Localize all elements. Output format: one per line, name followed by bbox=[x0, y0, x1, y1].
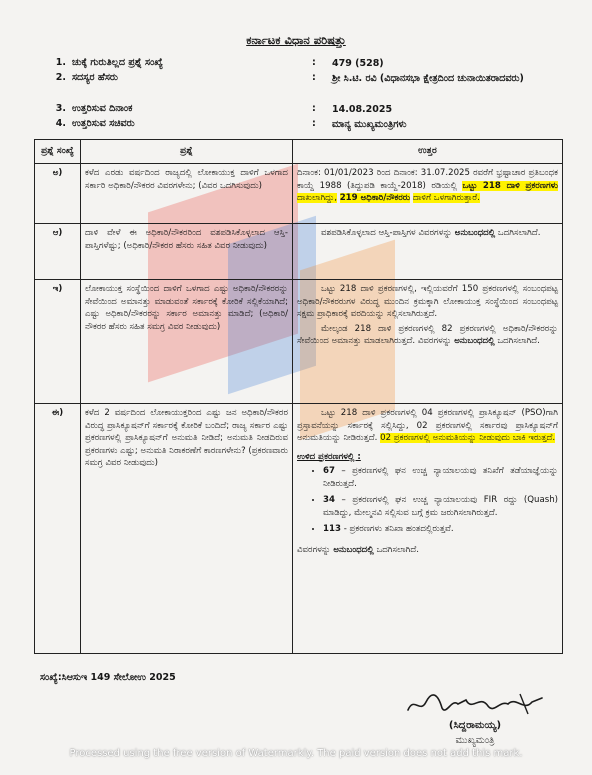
row-label: ಈ) bbox=[35, 404, 81, 654]
question-answer-table bbox=[34, 139, 563, 654]
pending-cases-list bbox=[297, 465, 558, 536]
row-label: ಇ) bbox=[35, 280, 81, 404]
question-cell: ಕಳೆದ ಎರಡು ವರ್ಷದಿಂದ ರಾಜ್ಯದಲ್ಲಿ ಲೋಕಾಯುಕ್ತ ದಾಳಿಗೆ ಒಳಗಾದ ಸರ್ಕಾರಿ ಅಧಿಕಾರಿ/ನೌಕರರ ವಿವರಗಳೇನು; (ವಿವರ ಒದಗಿಸುವುದು) bbox=[81, 164, 293, 224]
document-page: ಕರ್ನಾಟಕ ವಿಧಾನ ಪರಿಷತ್ತು 1. ಚುಕ್ಕೆ ಗುರುತಿಲ್ಲದ ಪ್ರಶ್ನೆ ಸಂಖ್ಯೆ : 479 (528) 2. ಸದಸ್ಯರ ಹೆಸರು : ಶ್ರೀ ಸಿ.ಟಿ. ರವಿ (ವಿಧಾನಸಭಾ ಕ್ಷೇತ್ರದಿಂದ ಚುನಾಯಿತರಾದವರು) 3. ಉತ್ತರಿಸುವ ದಿನಾಂಕ : 14.08.2025 4. ಉತ್ತರಿಸುವ ಸಚಿವರು : ಮಾನ್ಯ ಮುಖ್ಯಮಂತ್ರಿಗಳು ಪ್ರಶ್ನೆ ಸಂಖ್ಯೆ ಪ್ರಶ್ನೆ ಉತ್ತರ ಅ) ಕಳೆದ ಎರಡು ವರ್ಷದಿಂದ ರಾಜ್ಯದಲ್ಲಿ ಲೋಕಾಯುಕ್ತ ದಾಳಿಗೆ ಒಳಗಾದ ಸರ್ಕಾರಿ ಅಧಿಕಾರಿ/ನೌಕರರ ವಿವರಗಳೇನು; (ವಿವರ ಒದಗಿಸುವುದು) ದಿನಾಂಕ: 01/01/2023 ರಿಂದ ದಿನಾಂಕ: 31.07.2025 ರವರೆಗೆ ಭ್ರಷ್ಟಾಚಾರ ಪ್ರತಿಬಂಧಕ ಕಾಯ್ದೆ 1988 (ತಿದ್ದುಪಡಿ ಕಾಯ್ದೆ-2018) ರಡಿಯಲ್ಲಿ ಒಟ್ಟು 218 ದಾಳಿ ಪ್ರಕರಣಗಳು ದಾಖಲಾಗಿದ್ದು, 219 ಅಧಿಕಾರಿ/ನೌಕರರು ದಾಳಿಗೆ ಒಳಗಾಗಿರುತ್ತಾರೆ. ಆ) ದಾಳಿ ವೇಳೆ ಈ ಅಧಿಕಾರಿ/ನೌಕರರಿಂದ ವಶಪಡಿಸಿಕೊಳ್ಳಲಾದ ಆಸ್ತಿ-ಪಾಸ್ತಿಗಳೆಷ್ಟು; (ಅಧಿಕಾರಿ/ನೌಕರರ ಹೆಸರು ಸಹಿತ ವಿವರ ನೀಡುವುದು) ವಶಪಡಿಸಿಕೊಳ್ಳಲಾದ ಆಸ್ತಿ-ಪಾಸ್ತಿಗಳ ವಿವರಗಳನ್ನು ಅನುಬಂಧದಲ್ಲಿ ಒದಗಿಸಲಾಗಿದೆ. ಇ) ಲೋಕಾಯುಕ್ತ ಸಂಸ್ಥೆಯಿಂದ ದಾಳಿಗೆ ಒಳಗಾದ ಎಷ್ಟು ಅಧಿಕಾರಿ/ನೌಕರರನ್ನು ಸೇವೆಯಿಂದ ಅಮಾನತ್ತು ಮಾಡುವಂತೆ ಸರ್ಕಾರಕ್ಕೆ ಕೋರಿಕೆ ಸಲ್ಲಿಕೆಯಾಗಿದೆ; ಎಷ್ಟು ಅಧಿಕಾರಿ/ನೌಕರರನ್ನು ಸರ್ಕಾರ ಅಮಾನತ್ತು ಮಾಡಿದೆ; (ಅಧಿಕಾರಿ/ನೌಕರರ ಹೆಸರು ಸಹಿತ ಸಮಗ್ರ ವಿವರ ನೀಡುವುದು) ಒಟ್ಟು 218 ದಾಳಿ ಪ್ರಕರಣಗಳಲ್ಲಿ, ಇಲ್ಲಿಯವರೆಗೆ 150 ಪ್ರಕರಣಗಳಲ್ಲಿ ಸಂಬಂಧಪಟ್ಟ ಅಧಿಕಾರಿ/ನೌಕರರುಗಳ ವಿರುದ್ಧ ಮುಂದಿನ ಕ್ರಮಕ್ಕಾಗಿ ಲೋಕಾಯುಕ್ತ ಸಂಸ್ಥೆಯಿಂದ ಸಂಬಂಧಪಟ್ಟ ಸಕ್ಷಮ ಪ್ರಾಧಿಕಾರಕ್ಕೆ ವರದಿಯನ್ನು ಸಲ್ಲಿಸಲಾಗಿರುತ್ತದೆ. ಮೇಲ್ಕಂಡ 218 ದಾಳಿ ಪ್ರಕರಣಗಳಲ್ಲಿ 82 ಪ್ರಕರಣಗಳಲ್ಲಿ ಅಧಿಕಾರಿ/ನೌಕರರನ್ನು ಸೇವೆಯಿಂದ ಅಮಾನತ್ತು ಮಾಡಲಾಗಿರುತ್ತದೆ. ವಿವರಗಳನ್ನು ಅನುಬಂಧದಲ್ಲಿ ಒದಗಿಸಲಾಗಿದೆ. ಈ) ಕಳೆದ 2 ವರ್ಷದಿಂದ ಲೋಕಾಯುಕ್ತರಿಂದ ಎಷ್ಟು ಜನ ಅಧಿಕಾರಿ/ನೌಕರರ ವಿರುದ್ಧ ಪ್ರಾಸಿಕ್ಯೂಷನ್‌ಗೆ ಸರ್ಕಾರಕ್ಕೆ ಕೋರಿಕೆ ಬಂದಿದೆ; ರಾಜ್ಯ ಸರ್ಕಾರ ಎಷ್ಟು ಪ್ರಕರಣಗಳಲ್ಲಿ ಪ್ರಾಸಿಕ್ಯೂಷನ್‌ಗೆ ಅನುಮತಿ ನೀಡಿದೆ; ಅನುಮತಿ ನೀಡದಿರುವ ಪ್ರಕರಣಗಳು ಎಷ್ಟು; ಅನುಮತಿ ನಿರಾಕರಣೆಗೆ ಕಾರಣಗಳೇನು? (ಪ್ರಕರಣವಾರು ಸಮಗ್ರ ವಿವರ ನೀಡುವುದು) ಒಟ್ಟು 218 ದಾಳಿ ಪ್ರಕರಣಗಳಲ್ಲಿ 04 ಪ್ರಕರಣಗಳಲ್ಲಿ ಪ್ರಾಸಿಕ್ಯೂಷನ್ (PSO)ಗಾಗಿ ಪ್ರಸ್ತಾವನೆಯನ್ನು ಸರ್ಕಾರಕ್ಕೆ ಸಲ್ಲಿಸಿದ್ದು, 02 ಪ್ರಕರಣಗಳಲ್ಲಿ ಸರ್ಕಾರವು ಪ್ರಾಸಿಕ್ಯೂಷನ್‌ಗೆ ಅನುಮತಿಯನ್ನು ನೀಡಿರುತ್ತದೆ. 02 ಪ್ರಕರಣಗಳಲ್ಲಿ ಅನುಮತಿಯನ್ನು ನೀಡುವುದು ಬಾಕಿ ಇರುತ್ತದೆ. ಉಳಿದ ಪ್ರಕರಣಗಳಲ್ಲಿ : • 67 – ಪ್ರಕರಣಗಳಲ್ಲಿ ಘನ ಉಚ್ಚ ನ್ಯಾಯಾಲಯವು ತನಿಖೆಗೆ ತಡೆಯಾಜ್ಞೆಯನ್ನು ನೀಡಿರುತ್ತದೆ. • 34 – ಪ್ರಕರಣಗಳಲ್ಲಿ ಘನ ಉಚ್ಚ ನ್ಯಾಯಾಲಯವು FIR ರದ್ದು (Quash) ಮಾಡಿದ್ದು, ಮೇಲ್ಮನವಿ ಸಲ್ಲಿಸುವ ಬಗ್ಗೆ ಕ್ರಮ ಜರುಗಿಸಲಾಗಿರುತ್ತದೆ. • 113 - ಪ್ರಕರಣಗಳು ತನಿಖಾ ಹಂತದಲ್ಲಿರುತ್ತವೆ. ವಿವರಗಳನ್ನು ಅನುಬಂಧದಲ್ಲಿ ಒದಗಿಸಲಾಗಿದೆ. ಸಂಖ್ಯೆ:ಸಿಆಸುಇ 149 ಸೇಲೋಉ 2025 (ಸಿದ್ದರಾಮಯ್ಯ) ಮುಖ್ಯಮಂತ್ರಿ Processed using the free version of Watermarkly. The paid version does not add this mark. bbox=[0, 0, 592, 775]
answer-cell: ವಶಪಡಿಸಿಕೊಳ್ಳಲಾದ ಆಸ್ತಿ-ಪಾಸ್ತಿಗಳ ವಿವರಗಳನ್ನು ಅನುಬಂಧದಲ್ಲಿ ಒದಗಿಸಲಾಗಿದೆ. bbox=[293, 224, 563, 280]
reference-number: ಸಂಖ್ಯೆ:ಸಿಆಸುಇ 149 ಸೇಲೋಉ 2025 bbox=[40, 672, 176, 683]
list-item: • 67 – ಪ್ರಕರಣಗಳಲ್ಲಿ ಘನ ಉಚ್ಚ ನ್ಯಾಯಾಲಯವು ತನಿಖೆಗೆ ತಡೆಯಾಜ್ಞೆಯನ್ನು ನೀಡಿರುತ್ತದೆ. bbox=[323, 465, 558, 490]
question-cell: ಕಳೆದ 2 ವರ್ಷದಿಂದ ಲೋಕಾಯುಕ್ತರಿಂದ ಎಷ್ಟು ಜನ ಅಧಿಕಾರಿ/ನೌಕರರ ವಿರುದ್ಧ ಪ್ರಾಸಿಕ್ಯೂಷನ್‌ಗೆ ಸರ್ಕಾರಕ್ಕೆ ಕೋರಿಕೆ ಬಂದಿದೆ; ರಾಜ್ಯ ಸರ್ಕಾರ ಎಷ್ಟು ಪ್ರಕರಣಗಳಲ್ಲಿ ಪ್ರಾಸಿಕ್ಯೂಷನ್‌ಗೆ ಅನುಮತಿ ನೀಡಿದೆ; ಅನುಮತಿ ನೀಡದಿರುವ ಪ್ರಕರಣಗಳು ಎಷ್ಟು; ಅನುಮತಿ ನಿರಾಕರಣೆಗೆ ಕಾರಣಗಳೇನು? (ಪ್ರಕರಣವಾರು ಸಮಗ್ರ ವಿವರ ನೀಡುವುದು) bbox=[81, 404, 293, 654]
table-row bbox=[35, 280, 563, 404]
table-header-row bbox=[35, 140, 563, 164]
question-cell: ದಾಳಿ ವೇಳೆ ಈ ಅಧಿಕಾರಿ/ನೌಕರರಿಂದ ವಶಪಡಿಸಿಕೊಳ್ಳಲಾದ ಆಸ್ತಿ-ಪಾಸ್ತಿಗಳೆಷ್ಟು; (ಅಧಿಕಾರಿ/ನೌಕರರ ಹೆಸರು ಸಹಿತ ವಿವರ ನೀಡುವುದು) bbox=[81, 224, 293, 280]
watermark-footer-text: Processed using the free version of Watermarkly. The paid version does not add this mark. bbox=[69, 748, 523, 759]
table-row bbox=[35, 404, 563, 654]
header-question: ಪ್ರಶ್ನೆ bbox=[81, 140, 293, 164]
highlight-pending-permission: 02 ಪ್ರಕರಣಗಳಲ್ಲಿ ಅನುಮತಿಯನ್ನು ನೀಡುವುದು ಬಾಕಿ ಇರುತ್ತದೆ. bbox=[380, 433, 556, 443]
signature-block bbox=[395, 690, 555, 746]
answer-cell: ಒಟ್ಟು 218 ದಾಳಿ ಪ್ರಕರಣಗಳಲ್ಲಿ 04 ಪ್ರಕರಣಗಳಲ್ಲಿ ಪ್ರಾಸಿಕ್ಯೂಷನ್ (PSO)ಗಾಗಿ ಪ್ರಸ್ತಾವನೆಯನ್ನು ಸರ್ಕಾರಕ್ಕೆ ಸಲ್ಲಿಸಿದ್ದು, 02 ಪ್ರಕರಣಗಳಲ್ಲಿ ಸರ್ಕಾರವು ಪ್ರಾಸಿಕ್ಯೂಷನ್‌ಗೆ ಅನುಮತಿಯನ್ನು ನೀಡಿರುತ್ತದೆ. 02 ಪ್ರಕರಣಗಳಲ್ಲಿ ಅನುಮತಿಯನ್ನು ನೀಡುವುದು ಬಾಕಿ ಇರುತ್ತದೆ. ಉಳಿದ ಪ್ರಕರಣಗಳಲ್ಲಿ : • 67 – ಪ್ರಕರಣಗಳಲ್ಲಿ ಘನ ಉಚ್ಚ ನ್ಯಾಯಾಲಯವು ತನಿಖೆಗೆ ತಡೆಯಾಜ್ಞೆಯನ್ನು ನೀಡಿರುತ್ತದೆ. • 34 – ಪ್ರಕರಣಗಳಲ್ಲಿ ಘನ ಉಚ್ಚ ನ್ಯಾಯಾಲಯವು FIR ರದ್ದು (Quash) ಮಾಡಿದ್ದು, ಮೇಲ್ಮನವಿ ಸಲ್ಲಿಸುವ ಬಗ್ಗೆ ಕ್ರಮ ಜರುಗಿಸಲಾಗಿರುತ್ತದೆ. • 113 - ಪ್ರಕರಣಗಳು ತನಿಖಾ ಹಂತದಲ್ಲಿರುತ್ತವೆ. ವಿವರಗಳನ್ನು ಅನುಬಂಧದಲ್ಲಿ ಒದಗಿಸಲಾಗಿದೆ. bbox=[293, 404, 563, 654]
row-label: ಆ) bbox=[35, 224, 81, 280]
highlight-officers-count: 219 ಅಧಿಕಾರಿ/ನೌಕರರು bbox=[339, 193, 411, 203]
row-label: ಅ) bbox=[35, 164, 81, 224]
table-row bbox=[35, 224, 563, 280]
table-row bbox=[35, 164, 563, 224]
header-question-number: ಪ್ರಶ್ನೆ ಸಂಖ್ಯೆ bbox=[35, 140, 81, 164]
list-item: • 113 - ಪ್ರಕರಣಗಳು ತನಿಖಾ ಹಂತದಲ್ಲಿರುತ್ತವೆ. bbox=[323, 523, 558, 536]
header-answer: ಉತ್ತರ bbox=[293, 140, 563, 164]
pending-cases-title: ಉಳಿದ ಪ್ರಕರಣಗಳಲ್ಲಿ : bbox=[297, 451, 361, 462]
highlight-total-cases: ಒಟ್ಟು 218 ದಾಳಿ ಪ್ರಕರಣಗಳು bbox=[462, 180, 558, 191]
signatory-designation: ಮುಖ್ಯಮಂತ್ರಿ bbox=[455, 735, 495, 746]
question-cell: ಲೋಕಾಯುಕ್ತ ಸಂಸ್ಥೆಯಿಂದ ದಾಳಿಗೆ ಒಳಗಾದ ಎಷ್ಟು ಅಧಿಕಾರಿ/ನೌಕರರನ್ನು ಸೇವೆಯಿಂದ ಅಮಾನತ್ತು ಮಾಡುವಂತೆ ಸರ್ಕಾರಕ್ಕೆ ಕೋರಿಕೆ ಸಲ್ಲಿಕೆಯಾಗಿದೆ; ಎಷ್ಟು ಅಧಿಕಾರಿ/ನೌಕರರನ್ನು ಸರ್ಕಾರ ಅಮಾನತ್ತು ಮಾಡಿದೆ; (ಅಧಿಕಾರಿ/ನೌಕರರ ಹೆಸರು ಸಹಿತ ಸಮಗ್ರ ವಿವರ ನೀಡುವುದು) bbox=[81, 280, 293, 404]
list-item: • 34 – ಪ್ರಕರಣಗಳಲ್ಲಿ ಘನ ಉಚ್ಚ ನ್ಯಾಯಾಲಯವು FIR ರದ್ದು (Quash) ಮಾಡಿದ್ದು, ಮೇಲ್ಮನವಿ ಸಲ್ಲಿಸುವ ಬಗ್ಗೆ ಕ್ರಮ ಜರುಗಿಸಲಾಗಿರುತ್ತದೆ. bbox=[323, 494, 558, 519]
answer-cell: ದಿನಾಂಕ: 01/01/2023 ರಿಂದ ದಿನಾಂಕ: 31.07.2025 ರವರೆಗೆ ಭ್ರಷ್ಟಾಚಾರ ಪ್ರತಿಬಂಧಕ ಕಾಯ್ದೆ 1988 (ತಿದ್ದುಪಡಿ ಕಾಯ್ದೆ-2018) ರಡಿಯಲ್ಲಿ ಒಟ್ಟು 218 ದಾಳಿ ಪ್ರಕರಣಗಳು ದಾಖಲಾಗಿದ್ದು, 219 ಅಧಿಕಾರಿ/ನೌಕರರು ದಾಳಿಗೆ ಒಳಗಾಗಿರುತ್ತಾರೆ. bbox=[293, 164, 563, 224]
signature-scribble-icon bbox=[400, 690, 550, 718]
answer-cell: ಒಟ್ಟು 218 ದಾಳಿ ಪ್ರಕರಣಗಳಲ್ಲಿ, ಇಲ್ಲಿಯವರೆಗೆ 150 ಪ್ರಕರಣಗಳಲ್ಲಿ ಸಂಬಂಧಪಟ್ಟ ಅಧಿಕಾರಿ/ನೌಕರರುಗಳ ವಿರುದ್ಧ ಮುಂದಿನ ಕ್ರಮಕ್ಕಾಗಿ ಲೋಕಾಯುಕ್ತ ಸಂಸ್ಥೆಯಿಂದ ಸಂಬಂಧಪಟ್ಟ ಸಕ್ಷಮ ಪ್ರಾಧಿಕಾರಕ್ಕೆ ವರದಿಯನ್ನು ಸಲ್ಲಿಸಲಾಗಿರುತ್ತದೆ. ಮೇಲ್ಕಂಡ 218 ದಾಳಿ ಪ್ರಕರಣಗಳಲ್ಲಿ 82 ಪ್ರಕರಣಗಳಲ್ಲಿ ಅಧಿಕಾರಿ/ನೌಕರರನ್ನು ಸೇವೆಯಿಂದ ಅಮಾನತ್ತು ಮಾಡಲಾಗಿರುತ್ತದೆ. ವಿವರಗಳನ್ನು ಅನುಬಂಧದಲ್ಲಿ ಒದಗಿಸಲಾಗಿದೆ. bbox=[293, 280, 563, 404]
council-title: ಕರ್ನಾಟಕ ವಿಧಾನ ಪರಿಷತ್ತು bbox=[246, 33, 346, 47]
signatory-name: (ಸಿದ್ದರಾಮಯ್ಯ) bbox=[448, 720, 502, 731]
